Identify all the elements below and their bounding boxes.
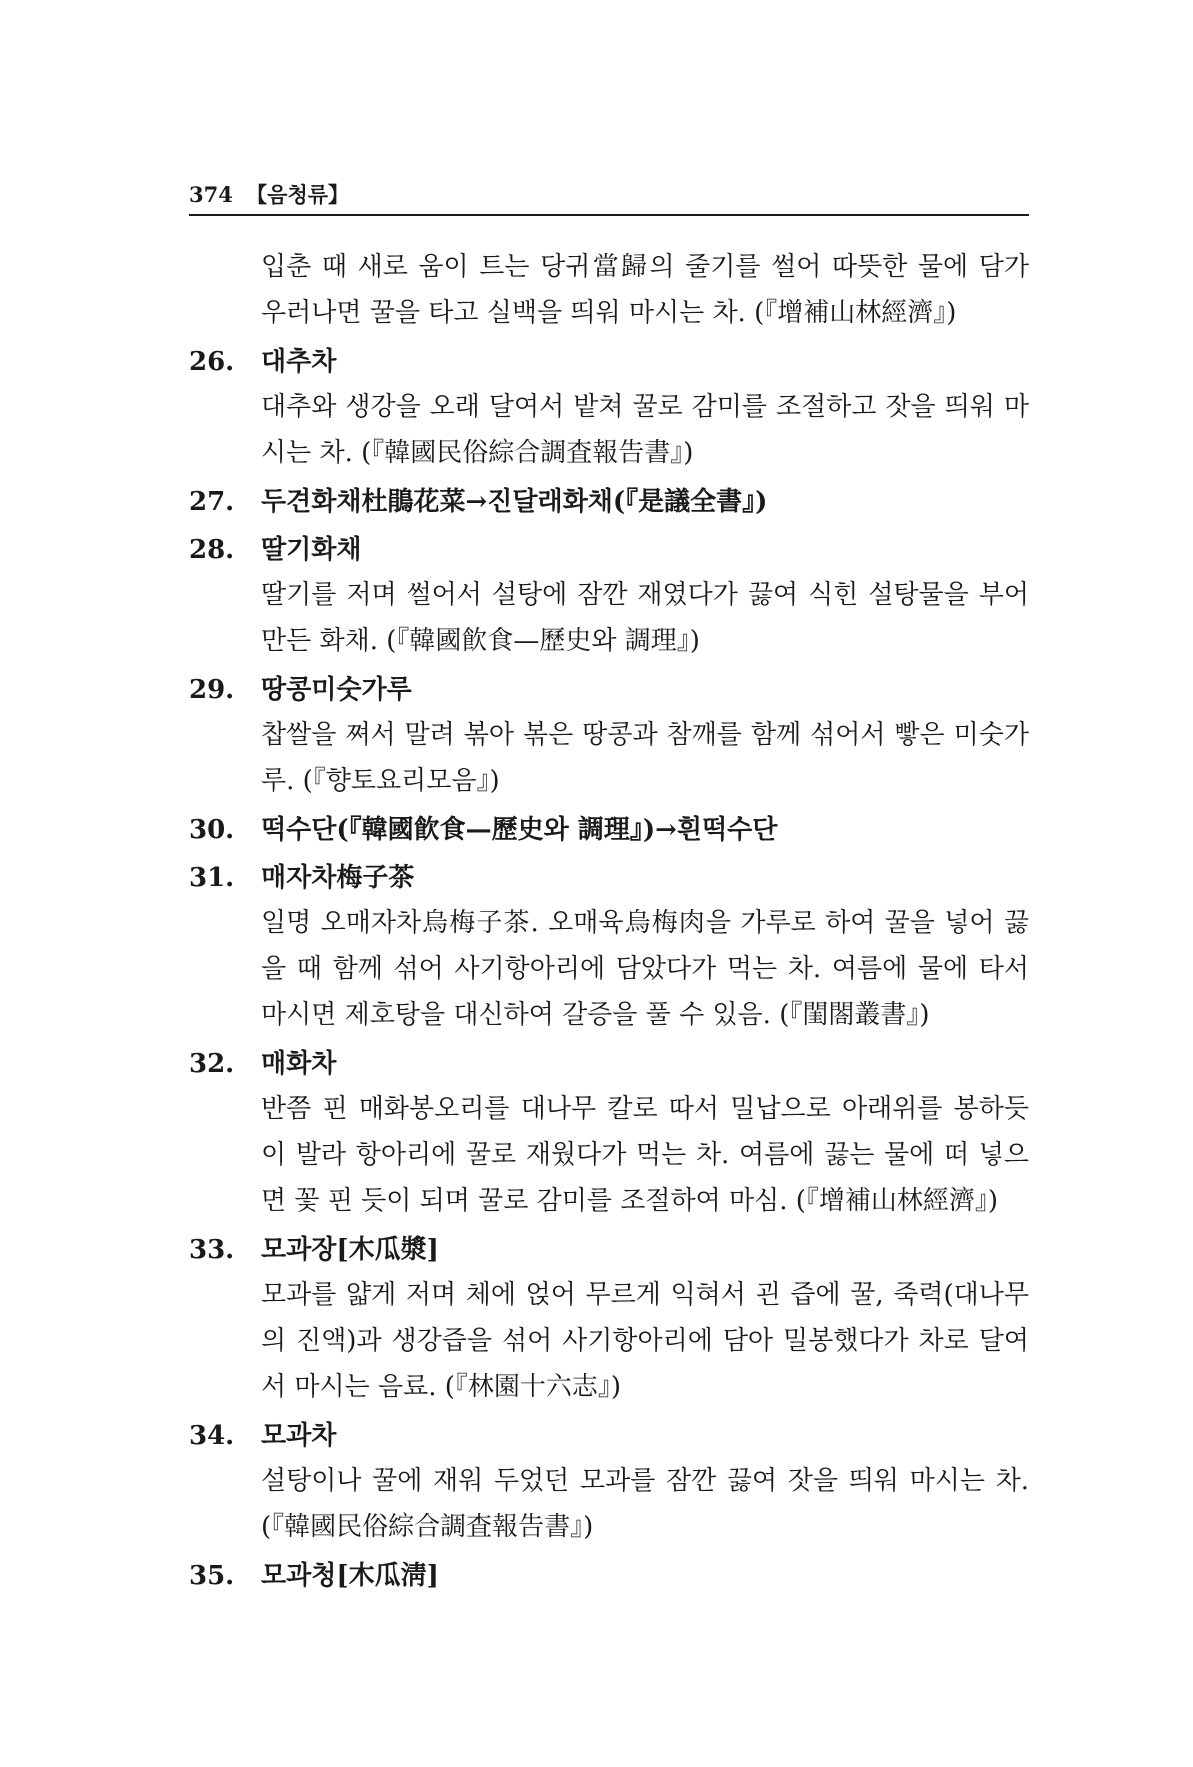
entry-description: 찹쌀을 쪄서 말려 볶아 볶은 땅콩과 참깨를 함께 섞어서 빻은 미숫가루. (『향토요리모음』) — [261, 720, 1029, 796]
entry-title: 두견화채杜鵑花菜→진달래화채(『是議全書』) — [261, 487, 768, 517]
entry-description: 모과를 얇게 저며 체에 얹어 무르게 익혀서 괸 즙에 꿀, 죽력(대나무의 진액)과 생강즙을 섞어 사기항아리에 담아 밀봉했다가 차로 달여서 마시는 음료. (『林園十六志』) — [261, 1280, 1029, 1402]
entry-number: 33. — [189, 1235, 235, 1265]
entry-title: 모과청[木瓜淸] — [261, 1561, 439, 1591]
entry-number: 28. — [189, 535, 235, 565]
dictionary-entry — [189, 808, 1029, 852]
entry-number: 35. — [189, 1561, 235, 1591]
entry-title: 매자차梅子茶 — [261, 863, 415, 893]
dictionary-entry — [189, 340, 1029, 476]
entry-description: 반쯤 핀 매화봉오리를 대나무 칼로 따서 밀납으로 아래위를 봉하듯이 발라 항아리에 꿀로 재웠다가 먹는 차. 여름에 끓는 물에 떠 넣으면 꽃 핀 듯이 되며 꿀로 감미를 조절하여 마심. (『增補山林經濟』) — [261, 1094, 1029, 1216]
entry-title: 모과차 — [261, 1421, 337, 1451]
entry-list — [189, 244, 1029, 1602]
entry-number: 32. — [189, 1049, 235, 1079]
dictionary-entry — [189, 1414, 1029, 1550]
entry-number: 34. — [189, 1421, 235, 1451]
dictionary-entry — [189, 528, 1029, 664]
entry-heading — [189, 1228, 1029, 1272]
entry-title: 떡수단(『韓國飮食—歷史와 調理』)→흰떡수단 — [261, 815, 778, 845]
entry-title: 땅콩미숫가루 — [261, 675, 412, 705]
entry-heading — [189, 480, 1029, 524]
page-header — [189, 180, 1029, 216]
entry-heading — [189, 1042, 1029, 1086]
dictionary-entry — [189, 480, 1029, 524]
entry-number: 29. — [189, 675, 235, 705]
continuation-text: 입춘 때 새로 움이 트는 당귀當歸의 줄기를 썰어 따뜻한 물에 담가 우러나면 꿀을 타고 실백을 띄워 마시는 차. (『增補山林經濟』) — [261, 252, 1029, 328]
entry-description: 대추와 생강을 오래 달여서 밭쳐 꿀로 감미를 조절하고 잣을 띄워 마시는 차. (『韓國民俗綜合調査報告書』) — [261, 392, 1029, 468]
entries-container — [189, 340, 1029, 1598]
entry-number: 27. — [189, 487, 235, 517]
dictionary-entry — [189, 668, 1029, 804]
entry-description: 설탕이나 꿀에 재워 두었던 모과를 잠깐 끓여 잣을 띄워 마시는 차. (『韓國民俗綜合調査報告書』) — [261, 1466, 1029, 1542]
entry-title: 대추차 — [261, 347, 337, 377]
entry-heading — [189, 528, 1029, 572]
entry-title: 딸기화채 — [261, 535, 362, 565]
dictionary-entry — [189, 1042, 1029, 1224]
entry-description: 일명 오매자차烏梅子茶. 오매육烏梅肉을 가루로 하여 꿀을 넣어 끓을 때 함께 섞어 사기항아리에 담았다가 먹는 차. 여름에 물에 타서 마시면 제호탕을 대신하여 갈증을 풀 수 있음. (『閨閤叢書』) — [261, 908, 1029, 1030]
entry-heading — [189, 668, 1029, 712]
entry-number: 31. — [189, 863, 235, 893]
entry-description: 딸기를 저며 썰어서 설탕에 잠깐 재였다가 끓여 식힌 설탕물을 부어 만든 화채. (『韓國飮食—歷史와 調理』) — [261, 580, 1029, 656]
section-title: 【음청류】 — [246, 182, 350, 207]
entry-heading — [189, 340, 1029, 384]
page-number: 374 — [189, 182, 233, 207]
entry-heading — [189, 1554, 1029, 1598]
dictionary-entry — [189, 1228, 1029, 1410]
dictionary-entry — [189, 856, 1029, 1038]
entry-heading — [189, 1414, 1029, 1458]
dictionary-entry — [189, 1554, 1029, 1598]
entry-heading — [189, 808, 1029, 852]
entry-number: 30. — [189, 815, 235, 845]
entry-heading — [189, 856, 1029, 900]
entry-title: 매화차 — [261, 1049, 337, 1079]
entry-title: 모과장[木瓜漿] — [261, 1235, 439, 1265]
entry-number: 26. — [189, 347, 235, 377]
